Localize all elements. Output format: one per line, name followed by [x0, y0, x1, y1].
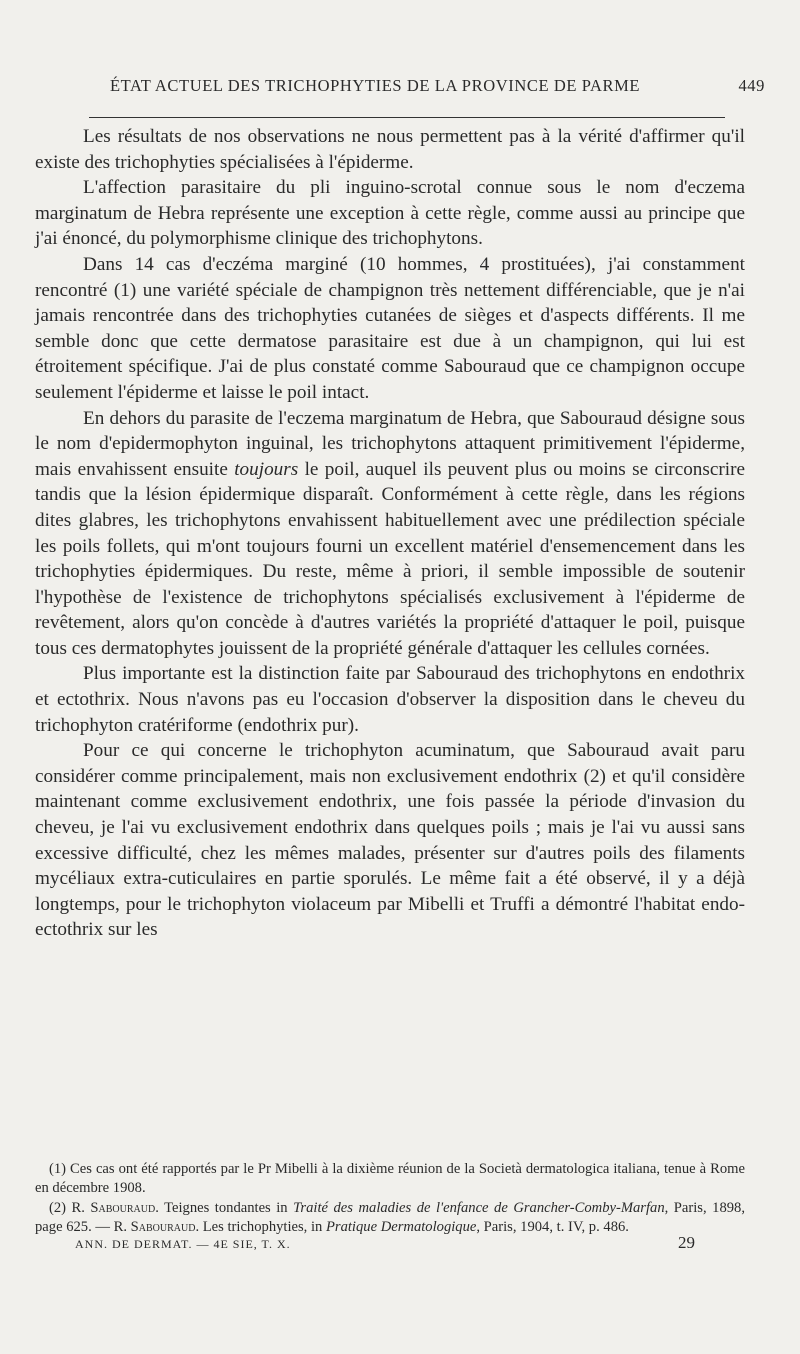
paragraph-6-part-a: Pour ce qui concerne le trichophyton acuminatum, que Sabouraud avait paru considérer comme principalement, mais non exclusivement endothrix: [35, 740, 745, 787]
footnote-2-work-1: Traité des maladies de l'enfance de Grancher-Comby-Marfan: [293, 1199, 665, 1216]
footnote-2-part-c: , Paris, 1898, page 625. —: [35, 1199, 745, 1236]
paragraph-5: Plus importante est la distinction faite par Sabouraud des trichophytons en endothrix et ectothrix. Nous n'avons pas eu l'occasion d'observer la disposition dans le cheveu du trichophyton cratériforme (endothrix pur).: [35, 663, 745, 736]
paragraph-3-part-a: Dans 14 cas d'eczéma marginé (10 hommes, 4 prostituées), j'ai constamment rencontré: [35, 253, 745, 301]
paragraph-6-part-b: et qu'il considère maintenant comme exclusivement endothrix, une fois passée la période d'invasion du cheveu, je l'ai vu exclusivement endothrix dans quelques poils ; mais je l'ai vu aussi sans excessive difficulté, chez les mêmes malades, présenter sur d'autres poils des filaments mycéliaux extra-cuticulaires en partie sporulés. Le même fait a été observé, il y a déjà longtemps, pour le trichophyton violaceum par Mibelli et Truffi a démontré l'habitat endo-ectothrix sur les: [35, 765, 746, 941]
footnote-2-author-1: R. Sabouraud: [71, 1199, 156, 1216]
footnote-ref-2: (2): [583, 765, 606, 787]
emphasis-toujours: toujours: [234, 458, 299, 480]
footnote-2-part-a: (2): [49, 1199, 72, 1216]
paragraph-4-part-b: le poil, auquel ils peuvent plus ou moins se circonscrire tandis que la lésion épidermique disparaît. Conformément à cette règle, dans les régions dites glabres, les trichophytons envahissent habituellement avec une prédilection spéciale les poils follets, qui m'ont toujours fourni un excellent matériel d'ensemencement dans les trichophyties épidermiques. Du reste, même à priori, il semble impossible de soutenir l'hypothèse de l'existence de trichophytons spécialisés exclusivement à l'épiderme de revêtement, alors qu'on concède à d'autres variétés la propriété d'attaquer le poil, puisque tous ces dermatophytes jouissent de la propriété générale d'attaquer les cellules cornées.: [35, 458, 746, 659]
footnote-2-part-b: . Teignes tondantes in: [155, 1199, 294, 1216]
header-rule: [89, 117, 725, 118]
running-header: [35, 76, 765, 100]
paragraph-6: [35, 738, 745, 943]
paragraph-1: Les résultats de nos observations ne nous permettent pas à la vérité d'affirmer qu'il existe des trichophyties spécialisées à l'épiderme.: [35, 126, 745, 173]
running-title: ÉTAT ACTUEL DES TRICHOPHYTIES DE LA PROVINCE DE PARME: [110, 76, 641, 95]
page-footer: [35, 1233, 745, 1255]
footnotes: [35, 1160, 745, 1238]
paragraph-4: [35, 406, 745, 662]
paragraph-4-part-a: En dehors du parasite de l'eczema marginatum de Hebra, que Sabouraud désigne sous le nom d'epidermophyton inguinal, les trichophytons attaquent primitivement l'épiderme, mais envahissent ensuite: [35, 407, 745, 480]
page-number: 449: [738, 76, 765, 95]
paragraph-2: L'affection parasitaire du pli inguino-scrotal connue sous le nom d'eczema marginatum de Hebra représente une exception à cette règle, comme aussi au principe que j'ai énoncé, du polymorphisme clinique des trichophytons.: [35, 177, 745, 250]
journal-reference: ANN. DE DERMAT. — 4E SIE, T. X.: [75, 1237, 291, 1251]
paragraph-3-part-b: une variété spéciale de champignon très nettement différenciable, que je n'ai jamais rencontrée dans des trichophyties cutanées de sièges et d'aspects différents. Il me semble donc que cette dermatose parasitaire est due à un champignon, qui lui est étroitement spécifique. J'ai de plus constaté comme Sabouraud que ce champignon occupe seulement l'épiderme et laisse le poil intact.: [35, 279, 745, 403]
main-text: [35, 124, 745, 943]
footnote-2: [35, 1199, 745, 1238]
signature-mark: 29: [678, 1233, 695, 1252]
footnote-2-author-2: R. Sabouraud: [113, 1219, 196, 1236]
footnote-1: (1) Ces cas ont été rapportés par le Pr Mibelli à la dixième réunion de la Società dermatologica italiana, tenue à Rome en décembre 1908.: [35, 1161, 745, 1197]
footnote-2-part-e: , Paris, 1904, t. IV, p. 486.: [476, 1219, 629, 1236]
footnote-2-work-2: Pratique Dermatologique: [325, 1219, 477, 1236]
paragraph-3: [35, 252, 745, 406]
footnote-ref-1: (1): [113, 279, 137, 301]
footnote-2-part-d: . Les trichophyties, in: [195, 1219, 326, 1236]
